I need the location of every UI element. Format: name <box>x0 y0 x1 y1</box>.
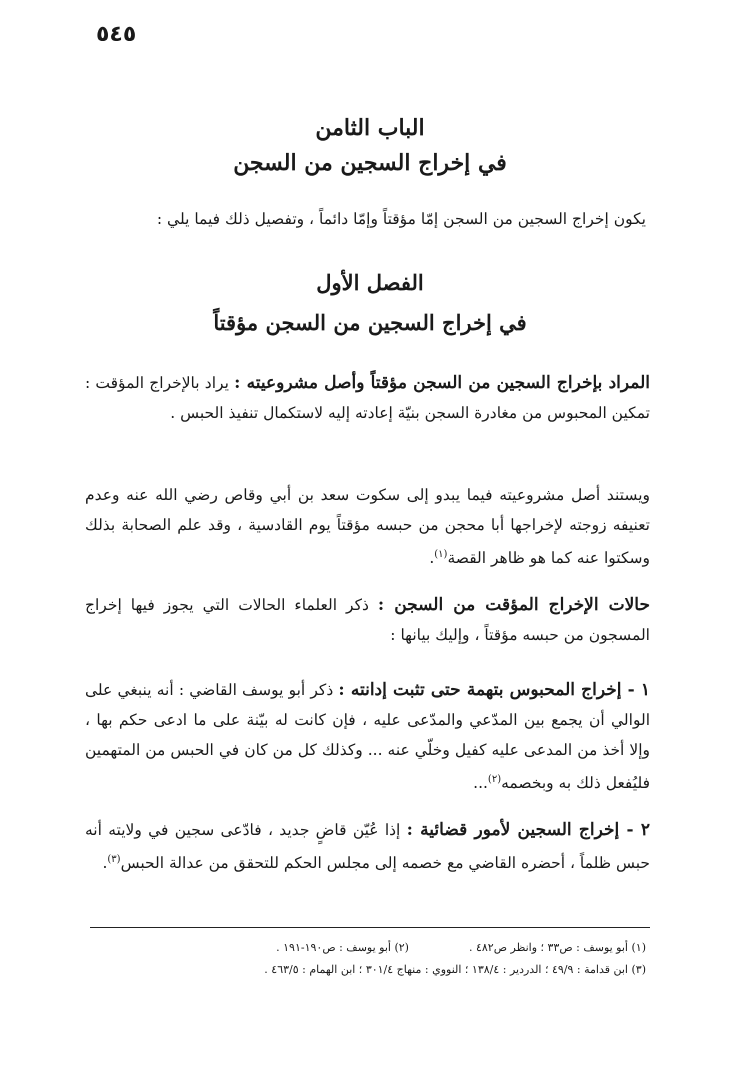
paragraph-end: . <box>429 549 435 568</box>
paragraph-text: ذكر العلماء الحالات التي يجوز فيها إخراج المسجون من حبسه مؤقتاً ، وإليك بيانها : <box>85 596 650 644</box>
section-title: الفصل الأول <box>316 270 424 295</box>
chapter-subtitle: في إخراج السجين من السجن <box>233 150 507 176</box>
footnotes <box>86 937 646 981</box>
intro-text: يكون إخراج السجين من السجن إمّا مؤقتاً وإمّا دائماً ، وتفصيل ذلك فيما يلي : <box>156 210 646 228</box>
paragraph-text: ويستند أصل مشروعيته فيما يبدو إلى سكوت سعد بن أبي وقاص رضي الله عنه وعدم تعنيفه زوجته لإخراجها أبا محجن من حبسه مؤقتاً يوم القادسية ، وقد علم الصحابة بذلك وسكتوا عنه كما هو ظاهر القصة <box>85 486 650 568</box>
footnote-ref: (٢) <box>487 774 502 785</box>
footnote-ref: (١) <box>434 549 448 560</box>
footnote-row <box>86 937 646 959</box>
paragraph-legitimacy <box>85 480 650 573</box>
paragraph-heading: ٢ - إخراج السجين لأمور قضائية : <box>406 820 650 840</box>
paragraph-heading: حالات الإخراج المؤقت من السجن : <box>377 595 650 615</box>
paragraph-heading: المراد بإخراج السجين من السجن مؤقتاً وأصل مشروعيته : <box>234 373 650 393</box>
paragraph-definition <box>85 368 650 428</box>
footnote-ref: (٣) <box>107 854 121 865</box>
paragraph-text: ذكر أبو يوسف القاضي : أنه ينبغي على الوالي أن يجمع بين المدّعي والمدّعى عليه ، فإن كانت له بيّنة على ما ادعى حكم بها ، وإلا أخذ من المدعى عليه كفيل وخلّي عنه ... وكذلك كل من كان في الحبس من المتهمين فليُفعل ذلك به وبخصمه <box>85 681 650 793</box>
footnote-2: (٢) أبو يوسف : ص١٩٠-١٩١ . <box>276 941 409 954</box>
paragraph-cases <box>85 590 650 650</box>
paragraph-case-1 <box>85 675 650 798</box>
section-subtitle: في إخراج السجين من السجن مؤقتاً <box>213 310 527 335</box>
footnote-1: (١) أبو يوسف : ص٣٣ ؛ وانظر ص٤٨٢ . <box>468 941 646 954</box>
paragraph-end: . <box>102 854 108 873</box>
paragraph-text: إذا عُيّن قاضٍ جديد ، فادّعى سجين في ولايته أنه حبس ظلماً ، أحضره القاضي مع خصمه إلى مجلس الحكم للتحقق من عدالة الحبس <box>85 821 650 873</box>
footnote-divider <box>90 927 650 928</box>
paragraph-end: ... <box>473 774 488 793</box>
paragraph-heading: ١ - إخراج المحبوس بتهمة حتى تثبت إدانته : <box>338 680 650 700</box>
paragraph-text: يراد بالإخراج المؤقت : تمكين المحبوس من مغادرة السجن بنيّة إعادته إليه لاستكمال تنفيذ الحبس . <box>85 374 650 422</box>
chapter-title: الباب الثامن <box>315 115 425 141</box>
page-number: ٥٤٥ <box>96 22 137 47</box>
footnote-3: (٣) ابن قدامة : ٤٩/٩ ؛ الدردير : ١٣٨/٤ ؛ النووي : منهاج ٣٠١/٤ ؛ ابن الهمام : ٤٦٣/٥ . <box>264 963 646 976</box>
paragraph-case-2 <box>85 815 650 878</box>
